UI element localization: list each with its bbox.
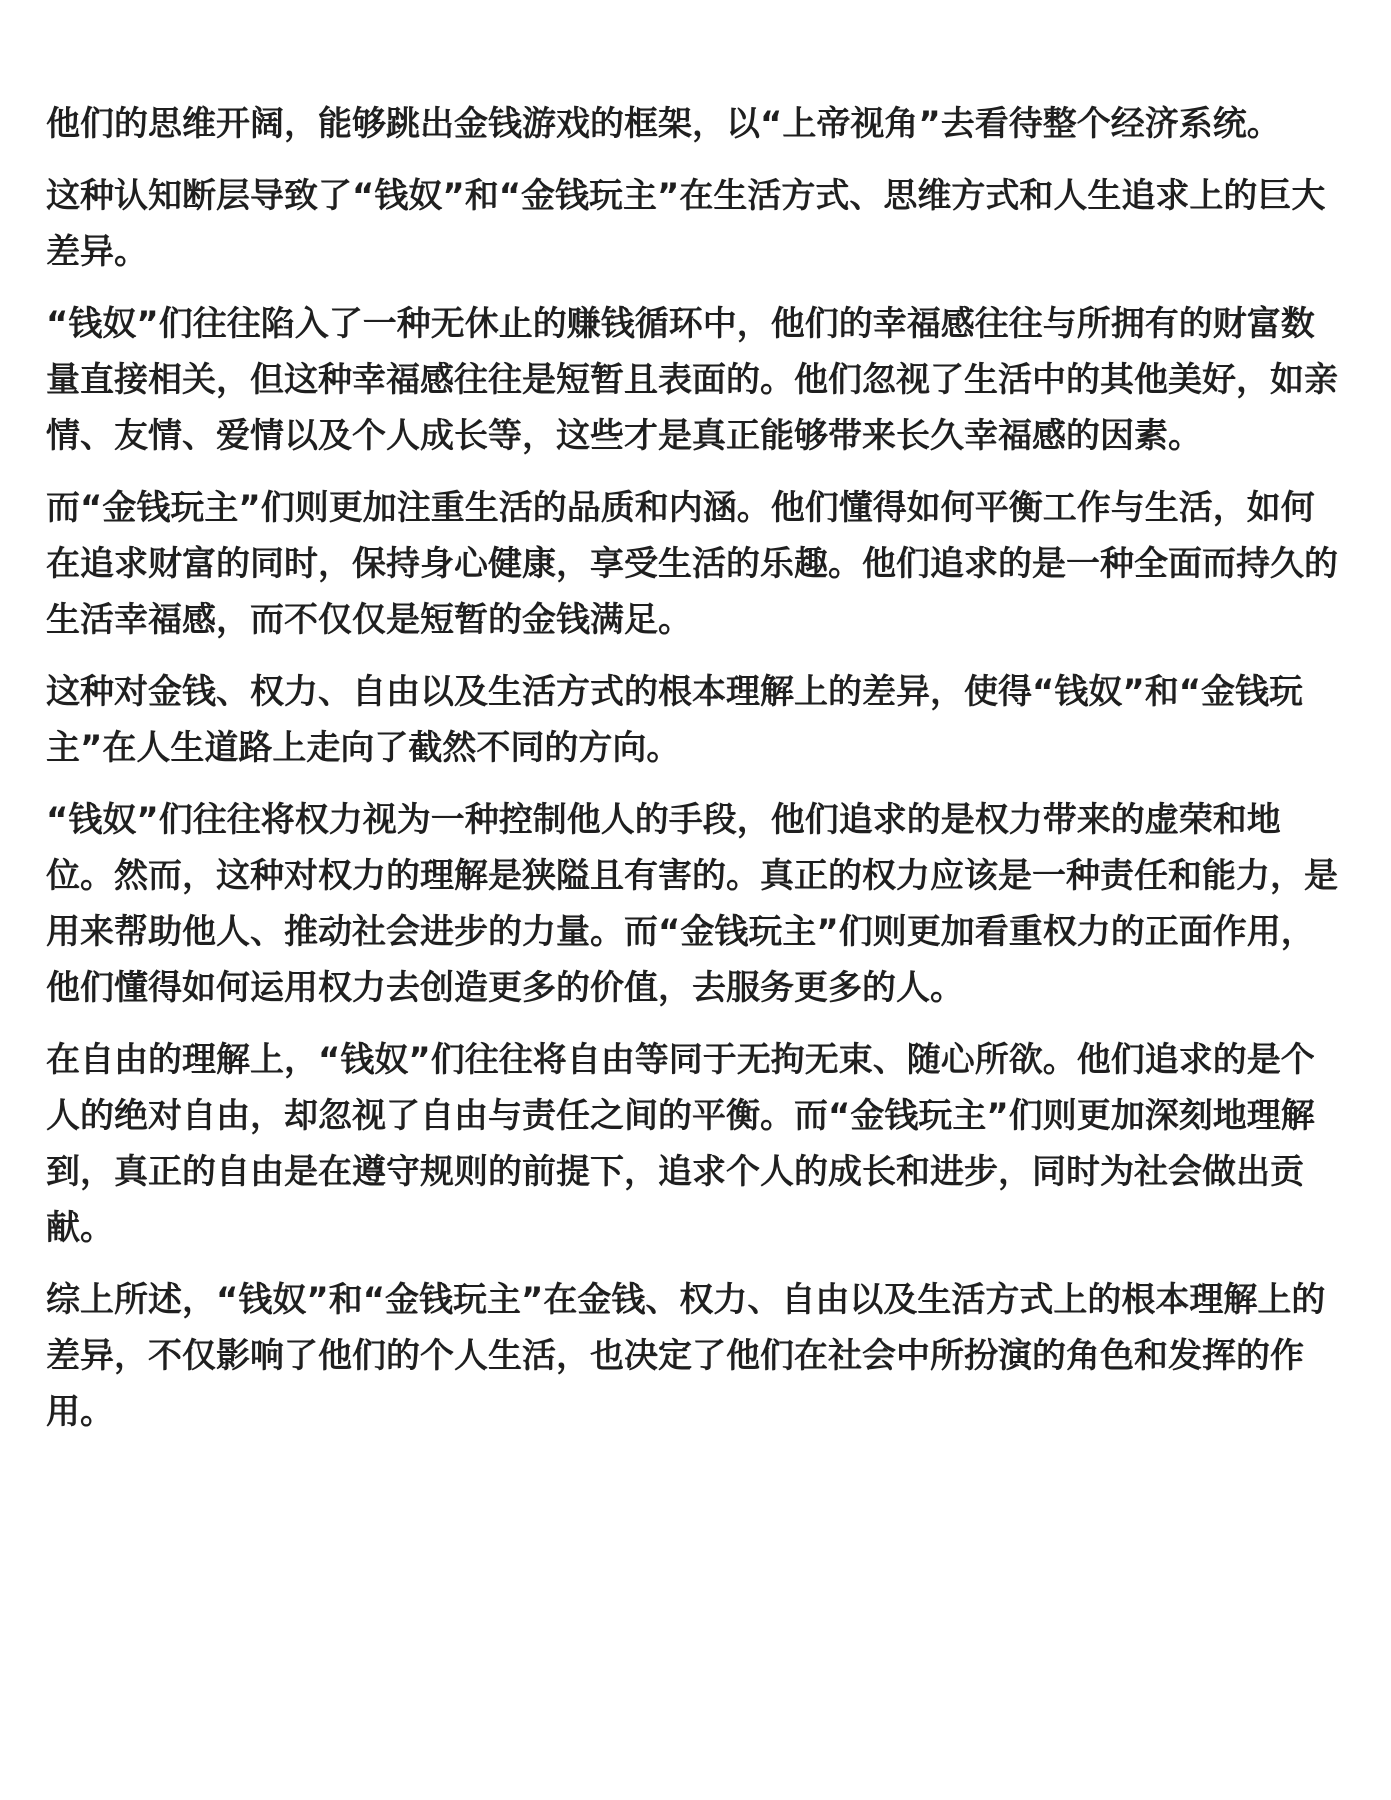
paragraph: 在自由的理解上，“钱奴”们往往将自由等同于无拘无束、随心所欲。他们追求的是个人的绝对自由，却忽视了自由与责任之间的平衡。而“金钱玩主”们则更加深刻地理解到，真正的自由是在遵守规则的前提下，追求个人的成长和进步，同时为社会做出贡献。 — [46, 1040, 1315, 1248]
paragraph: 这种对金钱、权力、自由以及生活方式的根本理解上的差异，使得“钱奴”和“金钱玩主”在人生道路上走向了截然不同的方向。 — [46, 672, 1304, 768]
paragraph: 他们的思维开阔，能够跳出金钱游戏的框架，以“上帝视角”去看待整个经济系统。 — [46, 104, 1281, 144]
paragraph: 而“金钱玩主”们则更加注重生活的品质和内涵。他们懂得如何平衡工作与生活，如何在追求财富的同时，保持身心健康，享受生活的乐趣。他们追求的是一种全面而持久的生活幸福感，而不仅仅是短暂的金钱满足。 — [46, 488, 1338, 640]
article-body — [46, 96, 1346, 1456]
paragraph: 这种认知断层导致了“钱奴”和“金钱玩主”在生活方式、思维方式和人生追求上的巨大差异。 — [46, 176, 1326, 272]
paragraph: “钱奴”们往往陷入了一种无休止的赚钱循环中，他们的幸福感往往与所拥有的财富数量直接相关，但这种幸福感往往是短暂且表面的。他们忽视了生活中的其他美好，如亲情、友情、爱情以及个人成长等，这些才是真正能够带来长久幸福感的因素。 — [46, 304, 1338, 456]
paragraph: 综上所述，“钱奴”和“金钱玩主”在金钱、权力、自由以及生活方式上的根本理解上的差异，不仅影响了他们的个人生活，也决定了他们在社会中所扮演的角色和发挥的作用。 — [46, 1280, 1326, 1432]
paragraph: “钱奴”们往往将权力视为一种控制他人的手段，他们追求的是权力带来的虚荣和地位。然而，这种对权力的理解是狭隘且有害的。真正的权力应该是一种责任和能力，是用来帮助他人、推动社会进步的力量。而“金钱玩主”们则更加看重权力的正面作用，他们懂得如何运用权力去创造更多的价值，去服务更多的人。 — [46, 800, 1338, 1008]
